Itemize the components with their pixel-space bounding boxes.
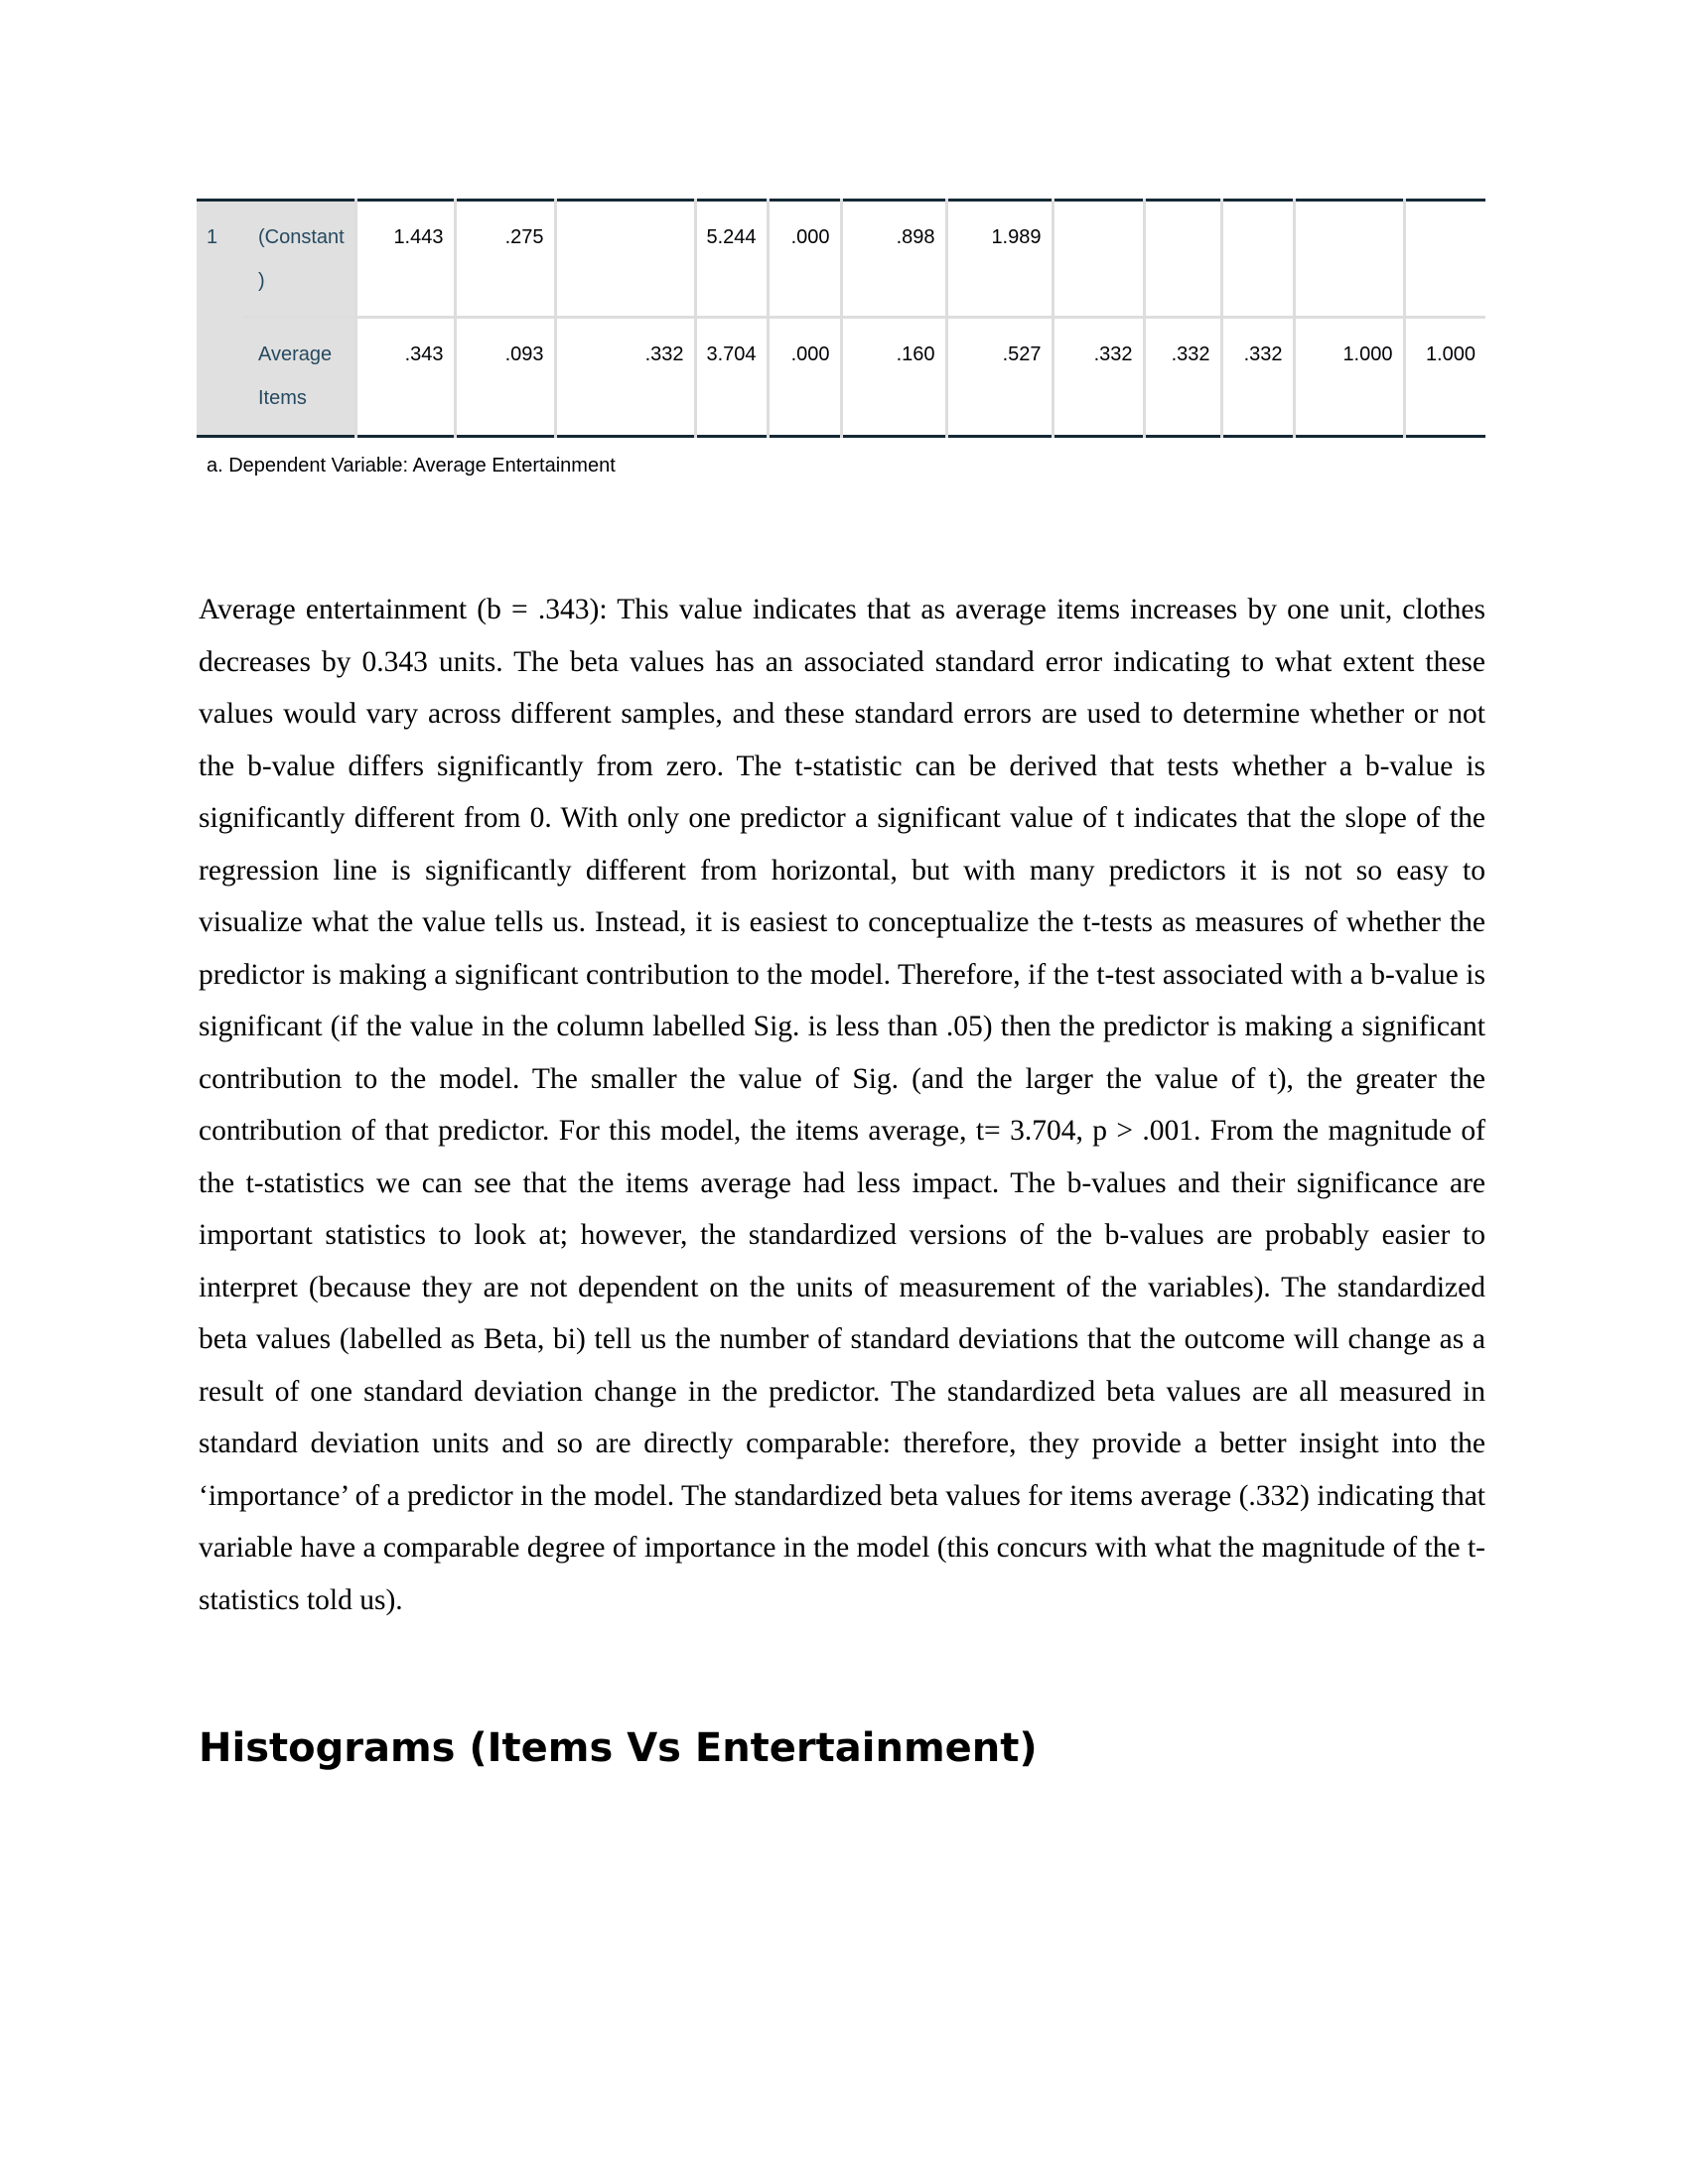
- model-number-cell: 1: [197, 201, 244, 318]
- table-cell: [1294, 201, 1404, 318]
- table-row: [197, 201, 1485, 318]
- table-cell: [1221, 201, 1294, 318]
- table-footnote: a. Dependent Variable: Average Entertainment: [207, 455, 616, 477]
- model-number-cell: [197, 318, 244, 437]
- table-cell: .000: [768, 201, 841, 318]
- variable-name-cell: [244, 318, 355, 437]
- table-cell: .527: [946, 318, 1053, 437]
- table-cell: .332: [555, 318, 695, 437]
- body-paragraph: Average entertainment (b = .343): This value indicates that as average items increases by one unit, clothes decreases by 0.343 units. The beta values has an associated standard error indicating to what extent these values would vary across different samples, and these standard errors are used to determine whether or not the b-value differs significantly from zero. The t-statistic can be derived that tests whether a b-value is significantly different from 0. With only one predictor a significant value of t indicates that the slope of the regression line is significantly different from horizontal, but with many predictors it is not so easy to visualize what the value tells us. Instead, it is easiest to conceptualize the t-tests as measures of whether the predictor is making a significant contribution to the model. Therefore, if the t-test associated with a b-value is significant (if the value in the column labelled Sig. is less than .05) then the predictor is making a significant contribution to the model. The smaller the value of Sig. (and the larger the value of t), the greater the contribution of that predictor. For this model, the items average, t= 3.704, p > .001. From the magnitude of the t-statistics we can see that the items average had less impact. The b-values and their significance are important statistics to look at; however, the standardized versions of the b-values are probably easier to interpret (because they are not dependent on the units of measurement of the variables). The standardized beta values (labelled as Beta, bi) tell us the number of standard deviations that the outcome will change as a result of one standard deviation change in the predictor. The standardized beta values are all measured in standard deviation units and so are directly comparable: therefore, they provide a better insight into the ‘importance’ of a predictor in the model. The standardized beta values for items average (.332) indicating that variable have a comparable degree of importance in the model (this concurs with what the magnitude of the t-statistics told us).: [199, 594, 1485, 1616]
- table-cell: .332: [1053, 318, 1144, 437]
- table-cell: .898: [841, 201, 946, 318]
- table-cell: [1053, 201, 1144, 318]
- variable-name-line: ): [258, 270, 265, 292]
- variable-name-line: Items: [258, 387, 307, 409]
- table-row: [197, 318, 1485, 437]
- table-cell: 3.704: [695, 318, 768, 437]
- table-cell: .343: [355, 318, 455, 437]
- table-cell: 1.000: [1404, 318, 1485, 437]
- table-cell: .332: [1221, 318, 1294, 437]
- coefficients-table: [197, 199, 1485, 438]
- table-cell: .160: [841, 318, 946, 437]
- table-cell: [1144, 201, 1221, 318]
- table-cell: 1.443: [355, 201, 455, 318]
- table-cell: [555, 201, 695, 318]
- section-heading: Histograms (Items Vs Entertainment): [199, 1725, 1038, 1771]
- table-cell: 5.244: [695, 201, 768, 318]
- table-cell: 1.989: [946, 201, 1053, 318]
- table-cell: .332: [1144, 318, 1221, 437]
- table-cell: .000: [768, 318, 841, 437]
- table-cell: 1.000: [1294, 318, 1404, 437]
- variable-name-line: (Constant: [258, 226, 345, 248]
- variable-name-cell: [244, 201, 355, 318]
- table-cell: .275: [455, 201, 555, 318]
- table-cell: .093: [455, 318, 555, 437]
- variable-name-line: Average: [258, 343, 333, 365]
- table-cell: [1404, 201, 1485, 318]
